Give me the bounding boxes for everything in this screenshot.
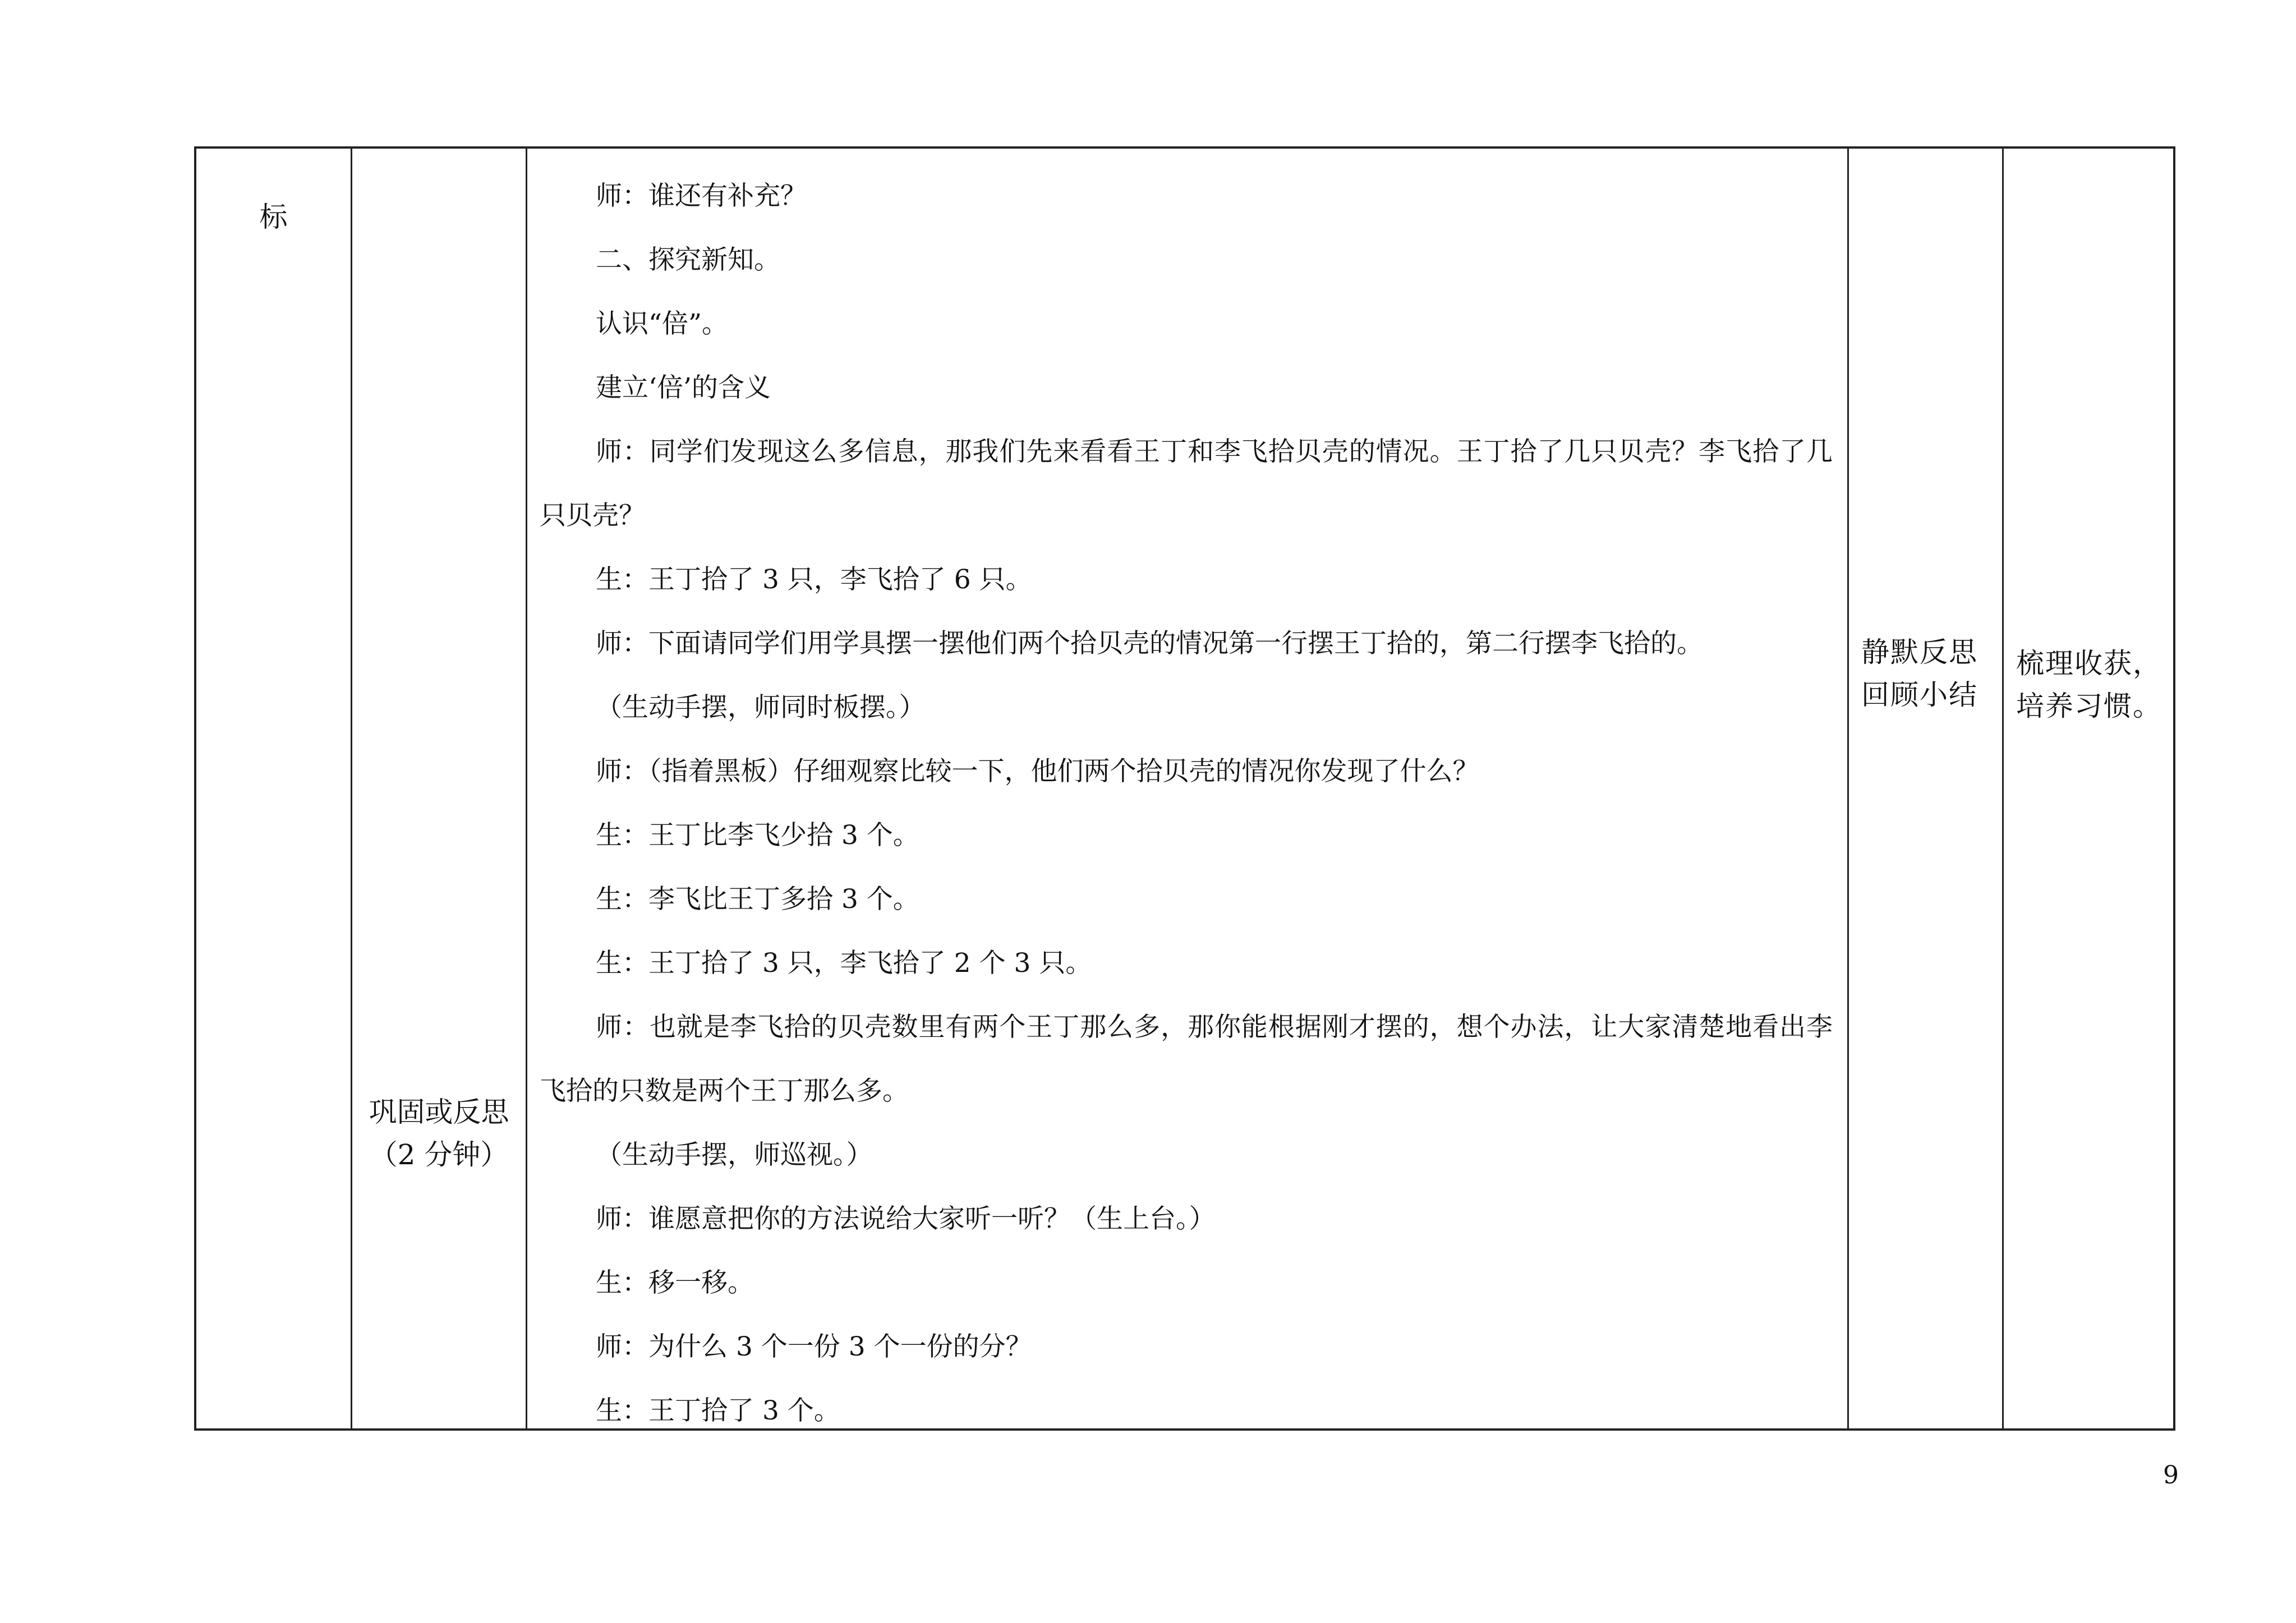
design-intent-line: 梳理收获， xyxy=(2016,647,2162,680)
process-line: 师：下面请同学们用学具摆一摆他们两个拾贝壳的情况第一行摆王丁拾的，第二行摆李飞拾的。 xyxy=(596,628,1703,659)
process-line: 师：谁愿意把你的方法说给大家听一听？（生上台。） xyxy=(596,1204,1216,1234)
phase-column xyxy=(352,149,527,1428)
student-activity-line: 静默反思 xyxy=(1861,636,1978,668)
lesson-plan-table xyxy=(194,146,2175,1431)
process-line: 认识“倍”。 xyxy=(596,308,729,339)
page-number: 9 xyxy=(2163,1461,2179,1490)
process-line: 师：同学们发现这么多信息，那我们先来看看王丁和李飞拾贝壳的情况。王丁拾了几只贝壳？李飞拾了几只贝壳？ xyxy=(540,436,1833,531)
student-activity-column xyxy=(1849,149,2004,1428)
process-line: 二、探究新知。 xyxy=(596,245,780,275)
process-line: 师：也就是李飞拾的贝壳数里有两个王丁那么多，那你能根据刚才摆的，想个办法，让大家清楚地看出李飞拾的只数是两个王丁那么多。 xyxy=(540,1012,1833,1106)
design-intent-text xyxy=(2016,642,2170,727)
phase-duration: （2 分钟） xyxy=(369,1138,509,1171)
process-line: 生：王丁拾了 3 只，李飞拾了 6 只。 xyxy=(596,564,1032,595)
phase-title: 巩固或反思 xyxy=(369,1096,509,1128)
process-line: 生：王丁拾了 3 个。 xyxy=(596,1395,840,1426)
student-activity-line: 回顾小结 xyxy=(1861,679,1978,711)
teaching-process-column xyxy=(527,149,1849,1428)
student-activity-text xyxy=(1861,631,1996,716)
goal-column xyxy=(196,149,352,1428)
process-line: 生：王丁拾了 3 只，李飞拾了 2 个 3 只。 xyxy=(596,948,1092,979)
process-line: 生：王丁比李飞少拾 3 个。 xyxy=(596,820,919,851)
process-line: 建立‘倍’的含义 xyxy=(596,372,771,403)
phase-label xyxy=(352,1091,526,1176)
process-line: 师：为什么 3 个一份 3 个一份的分？ xyxy=(596,1331,1032,1362)
design-intent-line: 培养习惯。 xyxy=(2016,690,2162,722)
goal-label: 标 xyxy=(259,201,288,233)
process-line: 生：李飞比王丁多拾 3 个。 xyxy=(596,884,919,915)
process-line: 师：谁还有补充？ xyxy=(596,181,807,211)
process-line: （生动手摆，师同时板摆。） xyxy=(596,692,926,723)
process-line: （生动手摆，师巡视。） xyxy=(596,1140,873,1170)
process-line: 生：移一移。 xyxy=(596,1267,754,1298)
process-line: 师：（指着黑板）仔细观察比较一下，他们两个拾贝壳的情况你发现了什么？ xyxy=(596,756,1479,787)
design-intent-column xyxy=(2004,149,2175,1428)
teaching-process-text xyxy=(540,164,1833,1443)
